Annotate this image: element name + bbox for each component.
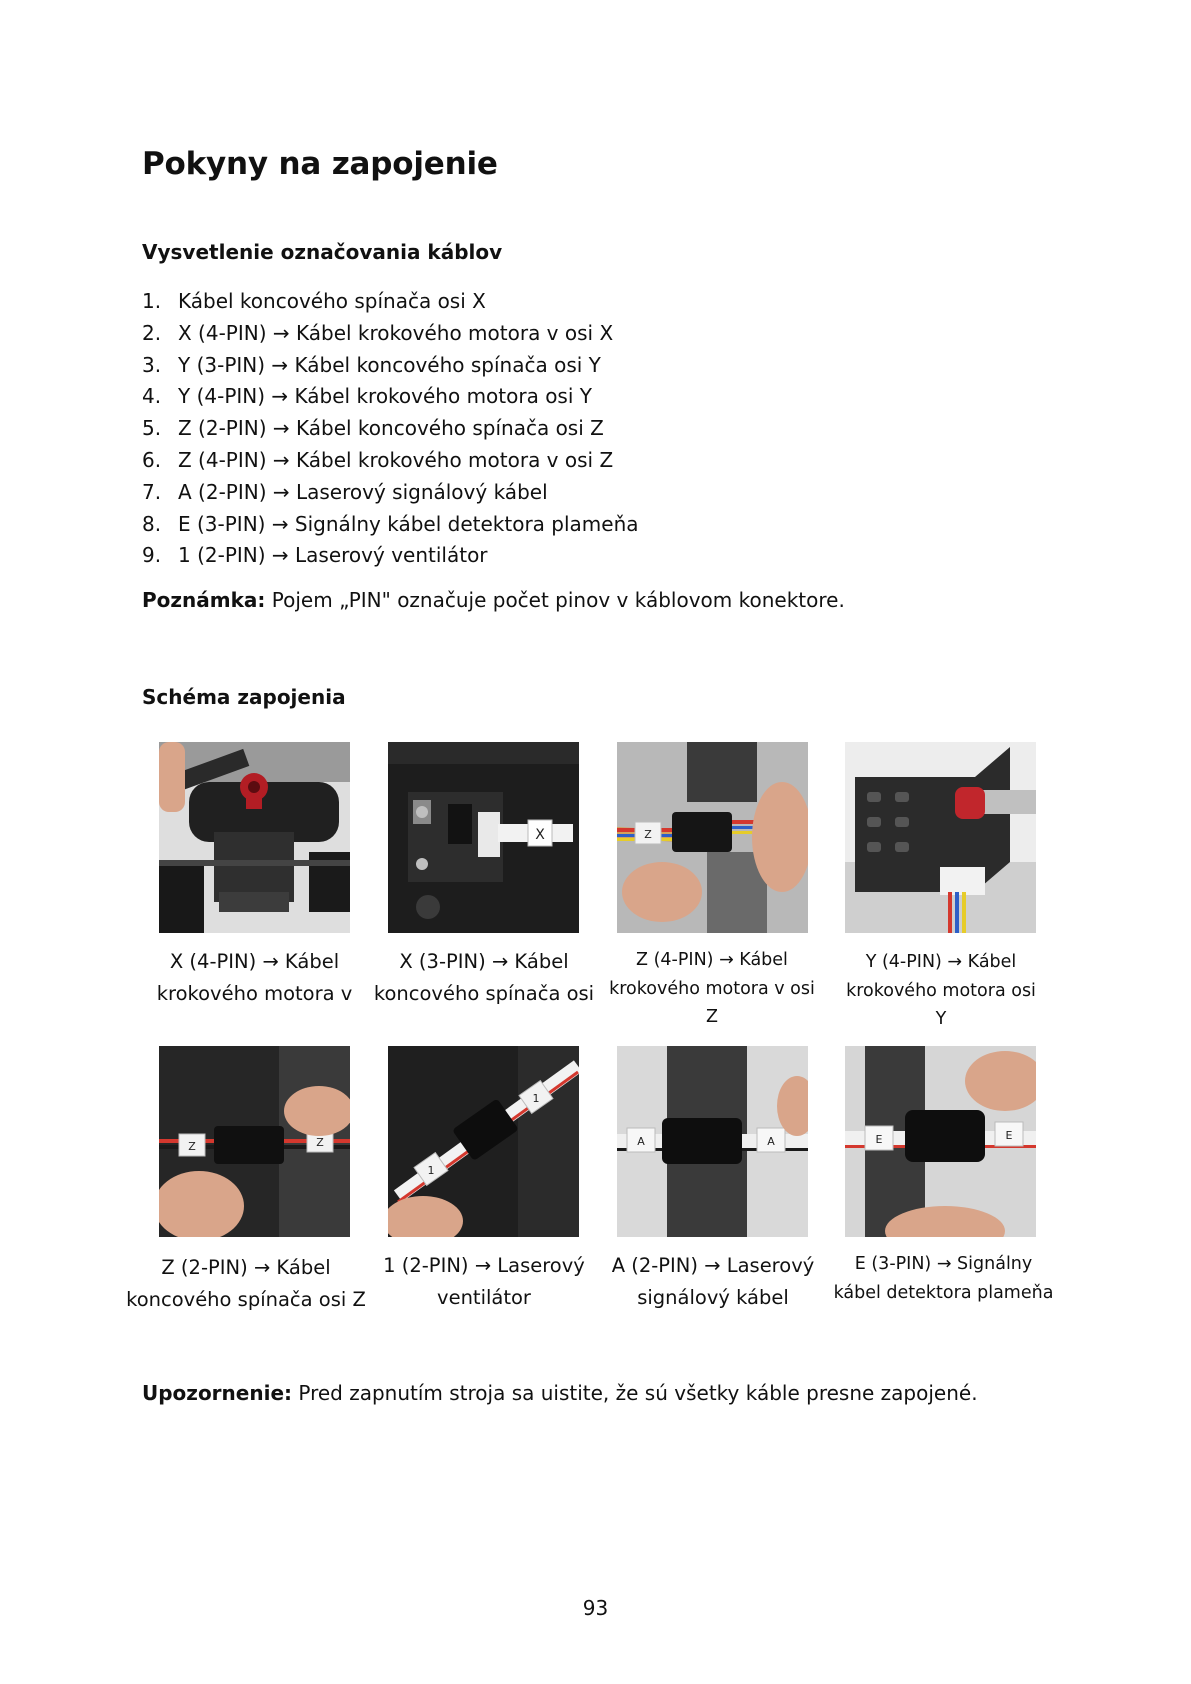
caption-line: X (3-PIN) → Kábel xyxy=(399,950,569,973)
list-item-number: 2. xyxy=(142,320,162,345)
wiring-diagram-heading: Schéma zapojenia xyxy=(142,685,346,709)
caption-line: Y xyxy=(935,1009,947,1029)
cable-tag-label: X xyxy=(535,827,545,843)
caption-line: Z (2-PIN) → Kábel xyxy=(161,1256,331,1279)
list-item-text: E (3-PIN) → Signálny kábel detektora plameňa xyxy=(178,511,639,536)
cable-tag-label: E xyxy=(1005,1129,1013,1142)
pin-note-label: Poznámka: xyxy=(142,588,266,612)
list-item-number: 5. xyxy=(142,416,162,441)
warning-label: Upozornenie: xyxy=(142,1381,292,1405)
cable-labels-heading: Vysvetlenie označovania káblov xyxy=(142,240,503,264)
list-item-text: 1 (2-PIN) → Laserový ventilátor xyxy=(178,543,488,568)
list-item-text: Z (2-PIN) → Kábel koncového spínača osi Z xyxy=(178,416,604,441)
photo-caption xyxy=(363,946,605,1010)
list-item-text: Kábel koncového spínača osi X xyxy=(178,289,486,313)
photo-z-limit-switch-cable xyxy=(159,1046,350,1237)
photo-flame-detector-cable xyxy=(845,1046,1036,1237)
list-item-number: 9. xyxy=(142,543,162,568)
caption-line: koncového spínača osi Z xyxy=(126,1288,366,1311)
list-item xyxy=(142,477,639,509)
cable-tag-label: Z xyxy=(188,1140,196,1153)
photo-caption xyxy=(595,1250,831,1314)
photo-x-stepper-motor-cable xyxy=(159,742,350,933)
list-item xyxy=(142,286,639,318)
list-item-number: 8. xyxy=(142,511,162,536)
list-item-number: 7. xyxy=(142,479,162,504)
list-item-text: A (2-PIN) → Laserový signálový kábel xyxy=(178,479,548,504)
caption-line: A (2-PIN) → Laserový xyxy=(611,1254,815,1277)
photo-caption xyxy=(368,1250,600,1314)
caption-line: krokového motora osi xyxy=(846,980,1036,1001)
pin-note-text: Pojem „PIN" označuje počet pinov v káblovom konektore. xyxy=(265,588,845,612)
list-item xyxy=(142,540,639,572)
photo-caption xyxy=(826,948,1056,1034)
caption-line: koncového spínača osi xyxy=(373,982,595,1005)
photo-y-stepper-motor-cable xyxy=(845,742,1036,933)
list-item xyxy=(142,445,639,477)
page-title: Pokyny na zapojenie xyxy=(142,146,498,182)
caption-line: signálový kábel xyxy=(637,1286,789,1309)
list-item-number: 3. xyxy=(142,352,162,377)
cable-tag-label: Z xyxy=(644,828,652,841)
photo-caption xyxy=(142,946,367,1010)
photo-caption xyxy=(596,946,828,1032)
caption-line: krokového motora v osi xyxy=(609,978,815,999)
cable-tag-label: A xyxy=(637,1135,645,1148)
cable-tag-label: E xyxy=(875,1133,883,1146)
photo-caption xyxy=(115,1252,377,1316)
caption-line: Z xyxy=(706,1007,718,1027)
list-item xyxy=(142,413,639,445)
caption-line: X (4-PIN) → Kábel xyxy=(169,950,340,973)
photo-caption xyxy=(826,1250,1061,1307)
photo-x-limit-switch-cable xyxy=(388,742,579,933)
cable-tag-label: A xyxy=(767,1135,775,1148)
caption-line: kábel detektora plameňa xyxy=(833,1282,1054,1303)
caption-line: 1 (2-PIN) → Laserový xyxy=(383,1254,585,1277)
cable-tag-label: Z xyxy=(316,1136,324,1149)
caption-line: Z (4-PIN) → Kábel xyxy=(636,950,788,970)
page-number: 93 xyxy=(582,1596,609,1620)
photo-laser-fan-cable xyxy=(388,1046,579,1237)
list-item xyxy=(142,509,639,541)
list-item-number: 1. xyxy=(142,289,162,313)
cable-tag-label: 1 xyxy=(532,1092,540,1105)
caption-line: E (3-PIN) → Signálny xyxy=(854,1254,1033,1274)
list-item-number: 4. xyxy=(142,384,162,409)
list-item-text: Y (4-PIN) → Kábel krokového motora osi Y xyxy=(178,384,592,409)
cable-labels-list xyxy=(142,286,639,572)
pin-note xyxy=(142,588,845,612)
list-item xyxy=(142,318,639,350)
cable-tag-label: 1 xyxy=(427,1164,435,1177)
list-item-number: 6. xyxy=(142,447,162,472)
list-item-text: X (4-PIN) → Kábel krokového motora v osi X xyxy=(178,320,614,345)
caption-line: Y (4-PIN) → Kábel xyxy=(865,952,1017,972)
photo-laser-signal-cable xyxy=(617,1046,808,1237)
photo-z-stepper-motor-cable xyxy=(617,742,808,933)
warning-note xyxy=(142,1381,978,1405)
list-item-text: Y (3-PIN) → Kábel koncového spínača osi Y xyxy=(178,352,601,377)
list-item xyxy=(142,381,639,413)
caption-line: ventilátor xyxy=(437,1286,531,1309)
warning-text: Pred zapnutím stroja sa uistite, že sú všetky káble presne zapojené. xyxy=(292,1381,978,1405)
list-item xyxy=(142,350,639,382)
list-item-text: Z (4-PIN) → Kábel krokového motora v osi Z xyxy=(178,447,614,472)
caption-line: krokového motora v xyxy=(156,982,353,1005)
